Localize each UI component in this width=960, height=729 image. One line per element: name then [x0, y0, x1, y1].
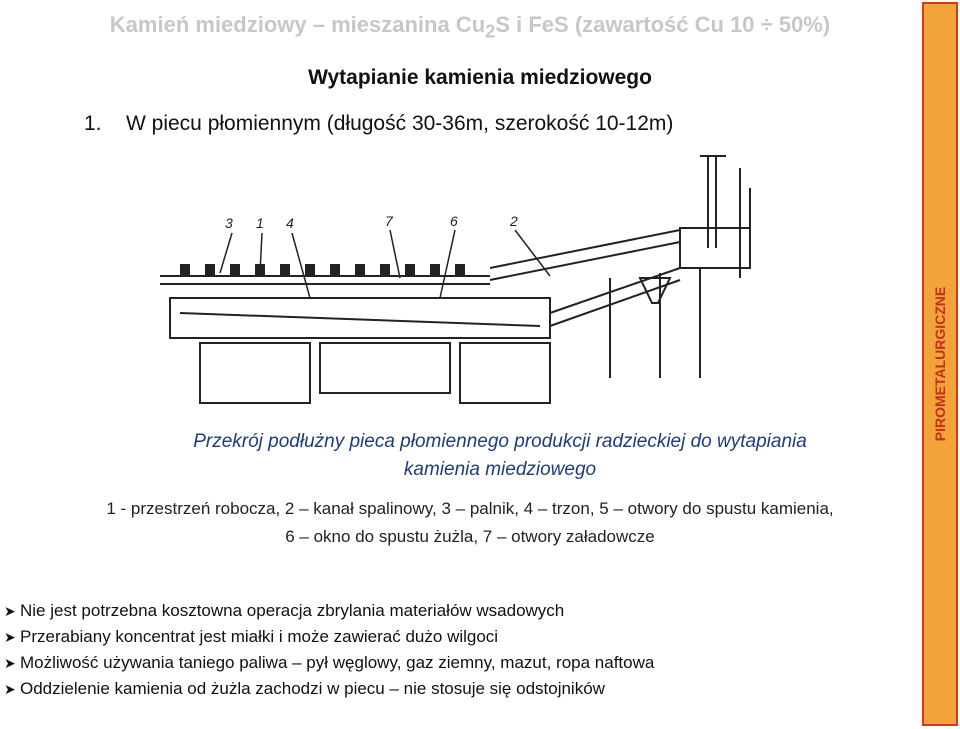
bullet-item: [4, 650, 654, 676]
title-text-rest: S i FeS (zawartość Cu 10 ÷ 50%): [495, 12, 831, 37]
figure-label-4: 4: [286, 215, 294, 231]
figure-label-1: 1: [256, 215, 264, 231]
point-one: [84, 112, 673, 136]
bullet-item: [4, 598, 654, 624]
legend-line: 1 - przestrzeń robocza, 2 – kanał spalinowy, 3 – palnik, 4 – trzon, 5 – otwory do spustu kamienia,: [106, 499, 834, 518]
figure-label-7: 7: [385, 213, 393, 229]
point-text: W piecu płomiennym (długość 30-36m, szerokość 10-12m): [126, 112, 674, 135]
point-number: 1.: [84, 112, 102, 135]
bullet-text: Możliwość używania taniego paliwa – pył węglowy, gaz ziemny, mazut, ropa naftowa: [20, 653, 655, 672]
figure-caption: [60, 428, 940, 484]
arrow-bullet-icon: ➤: [4, 629, 16, 645]
title-text: Kamień miedziowy – mieszanina Cu: [109, 12, 486, 37]
category-sidebar: [922, 2, 958, 726]
bullet-item: [4, 676, 654, 702]
furnace-cross-section-figure: [160, 148, 770, 420]
arrow-bullet-icon: ➤: [4, 681, 16, 697]
bullet-text: Oddzielenie kamienia od żużla zachodzi w piecu – nie stosuje się odstojników: [20, 679, 605, 698]
caption-line: Przekrój podłużny pieca płomiennego produkcji radzieckiej do wytapiania: [193, 431, 807, 452]
arrow-bullet-icon: ➤: [4, 603, 16, 619]
figure-label-6: 6: [450, 213, 458, 229]
caption-line: kamienia miedziowego: [403, 459, 597, 480]
figure-label-2: 2: [510, 213, 518, 229]
bullet-text: Nie jest potrzebna kosztowna operacja zbrylania materiałów wsadowych: [20, 601, 565, 620]
bullet-list: [4, 598, 654, 702]
slide-subtitle: Wytapianie kamienia miedziowego: [308, 66, 652, 89]
figure-legend: [20, 495, 920, 551]
bullet-item: [4, 624, 654, 650]
bullet-text: Przerabiany koncentrat jest miałki i może zawierać dużo wilgoci: [20, 627, 499, 646]
title-subscript: 2: [485, 20, 496, 42]
legend-line: 6 – okno do spustu żużla, 7 – otwory załadowcze: [285, 527, 655, 546]
sidebar-label: PIROMETALURGICZNE: [932, 286, 948, 442]
slide-title: [0, 12, 940, 42]
figure-label-3: 3: [225, 215, 233, 231]
arrow-bullet-icon: ➤: [4, 655, 16, 671]
